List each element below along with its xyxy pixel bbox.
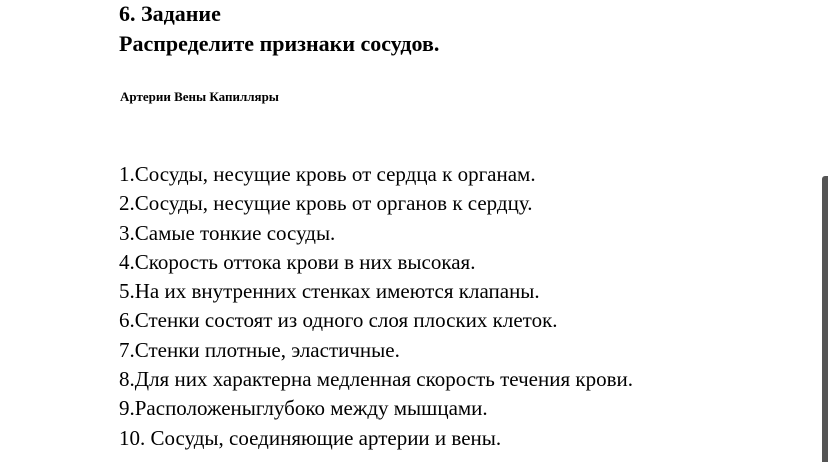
statement-item: 5.На их внутренних стенках имеются клапаны. xyxy=(119,279,540,304)
vertical-scrollbar-thumb[interactable] xyxy=(822,176,828,462)
statement-item: 4.Скорость оттока крови в них высокая. xyxy=(119,249,476,274)
statement-item: 10. Сосуды, соединяющие артерии и вены. xyxy=(119,425,502,450)
statement-item: 7.Стенки плотные, эластичные. xyxy=(119,337,400,362)
statement-item: 6.Стенки состоят из одного слоя плоских клеток. xyxy=(119,308,558,333)
statement-item: 8.Для них характерна медленная скорость течения крови. xyxy=(119,367,633,392)
statement-item: 2.Сосуды, несущие кровь от органов к сердцу. xyxy=(119,191,533,216)
statements-list xyxy=(119,160,633,453)
categories-line: Артерии Вены Капилляры xyxy=(120,89,279,104)
statement-item: 3.Самые тонкие сосуды. xyxy=(119,220,336,245)
statement-item: 1.Сосуды, несущие кровь от сердца к органам. xyxy=(119,162,536,186)
task-title: Распределите признаки сосудов. xyxy=(119,31,440,56)
statement-item: 9.Расположеныглубоко между мышцами. xyxy=(119,396,488,421)
task-number: 6. Задание xyxy=(119,1,221,26)
